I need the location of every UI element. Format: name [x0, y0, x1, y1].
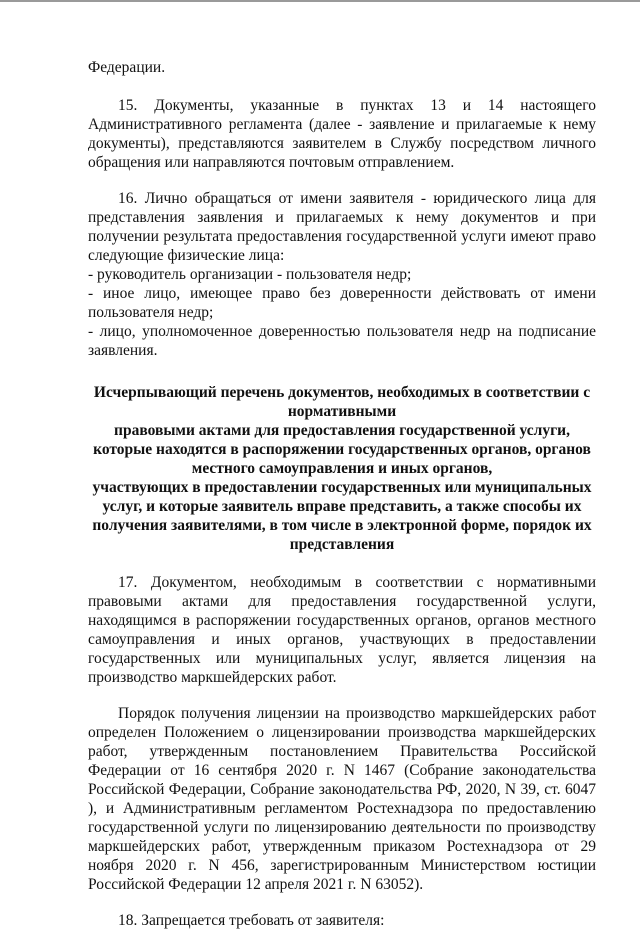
- paragraph-16-intro: 16. Лично обращаться от имени заявителя - юридического лица для представления заявления и прилагаемых к нему документов и при получении результата предоставления государственной услуги имеют право следующие физические лица:: [88, 190, 596, 264]
- heading-line: услуг, и которые заявитель вправе представить, а также способы их: [102, 498, 582, 515]
- document-page: [88, 58, 596, 930]
- section-heading: [88, 383, 596, 554]
- paragraph-15: 15. Документы, указанные в пунктах 13 и 14 настоящего Административного регламента (далее - заявление и прилагаемые к нему документы), представляются заявителем в Службу посредством личного обращения или направляются почтовым отправлением.: [88, 97, 596, 171]
- paragraph-17-order: Порядок получения лицензии на производство маркшейдерских работ определен Положением о лицензировании производства маркшейдерских работ, утвержденным постановлением Правительства Российской Федерации от 16 сентября 2020 г. N 1467 (Собрание законодательства Российской Федерации, Собрание законодательства РФ, 2020, N 39, ст. 6047 ), и Административным регламентом Ростехнадзора по предоставлению государственной услуги по лицензированию деятельности по производству маркшейдерских работ, утвержденным приказом Ростехнадзора от 29 ноября 2020 г. N 456, зарегистрированным Министерством юстиции Российской Федерации 12 апреля 2021 г. N 63052).: [88, 705, 596, 893]
- heading-line: получения заявителями, в том числе в электронной форме, порядок их: [92, 517, 592, 534]
- top-scan-rule: [0, 0, 640, 2]
- heading-line: правовыми актами для предоставления государственной услуги,: [114, 422, 570, 439]
- list-item: - руководитель организации - пользователя недр;: [88, 266, 412, 283]
- heading-line: представления: [289, 536, 395, 553]
- heading-line: Исчерпывающий перечень документов, необходимых в соответствии с нормативными: [93, 384, 591, 420]
- heading-line: местного самоуправления и иных органов,: [191, 460, 493, 477]
- continued-text: Федерации.: [88, 59, 166, 76]
- heading-line: которые находятся в распоряжении государственных органов, органов: [93, 441, 591, 458]
- list-item: - лицо, уполномоченное доверенностью пользователя недр на подписание заявления.: [88, 323, 596, 359]
- list-item: - иное лицо, имеющее право без доверенности действовать от имени пользователя недр;: [88, 285, 596, 321]
- paragraph-17: 17. Документом, необходимым в соответствии с нормативными правовыми актами для предоставления государственной услуги, находящимся в распоряжении государственных органов, органов местного самоуправления и иных органов, участвующих в предоставлении государственных или муниципальных услуг, является лицензия на производство маркшейдерских работ.: [88, 574, 596, 686]
- heading-line: участвующих в предоставлении государственных или муниципальных: [92, 479, 592, 496]
- paragraph-18: 18. Запрещается требовать от заявителя:: [118, 912, 385, 929]
